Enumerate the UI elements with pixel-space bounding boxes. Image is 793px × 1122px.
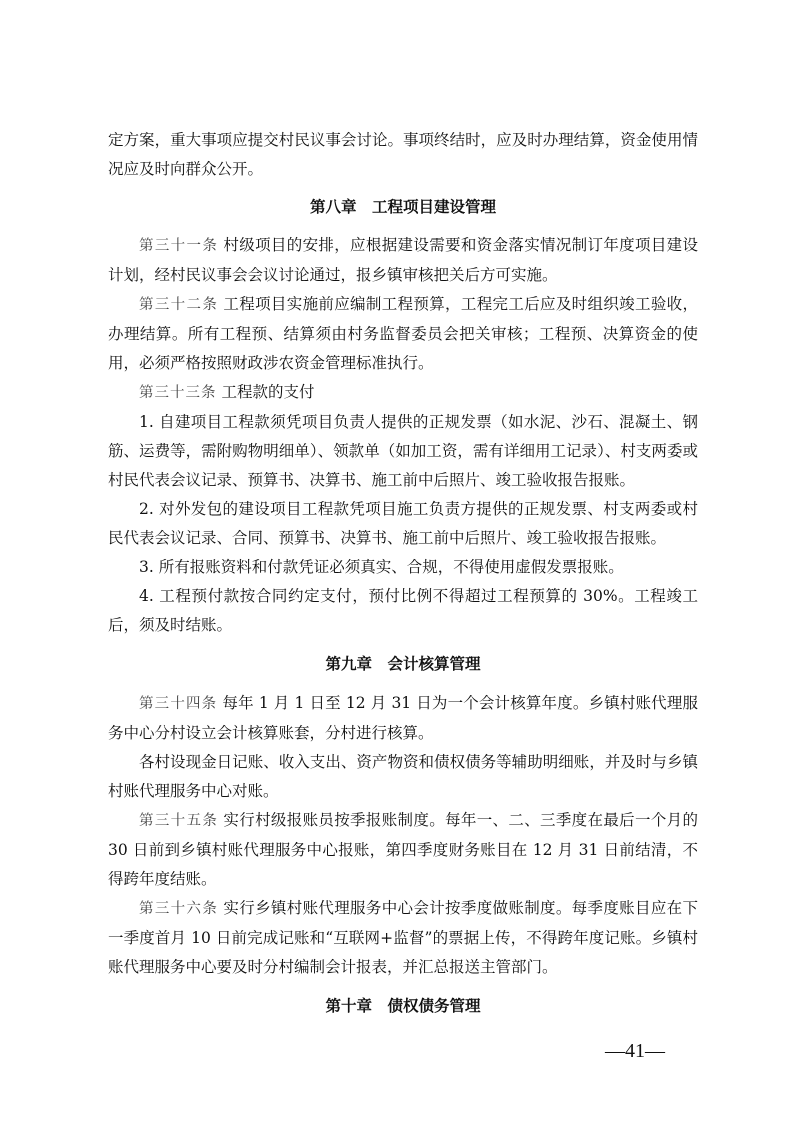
- page-number: —41—: [605, 1040, 665, 1062]
- article-number: 第三十六条: [139, 901, 219, 917]
- article-text: 每年 1 月 1 日至 12 月 31 日为一个会计核算年度。乡镇村账代理服务中心分村设立会计核算账套，分村进行核算。: [108, 694, 698, 742]
- paragraph: 定方案，重大事项应提交村民议事会讨论。事项终结时，应及时办理结算，资金使用情况应及时向群众公开。: [108, 131, 698, 178]
- paragraph: 3. 所有报账资料和付款凭证必须真实、合规，不得使用虚假发票报账。: [139, 558, 624, 576]
- chapter-heading: 第八章 工程项目建设管理: [309, 198, 496, 216]
- document-body: [108, 126, 698, 1021]
- article-number: 第三十一条: [139, 238, 219, 254]
- chapter-heading: 第十章 债权债务管理: [325, 997, 481, 1015]
- chapter-heading: 第九章 会计核算管理: [325, 655, 481, 673]
- article-paragraph: [108, 806, 698, 894]
- article-text: 实行乡镇村账代理服务中心会计按季度做账制度。每季度账目应在下一季度首月 10 日前完成记账和“互联网+监督”的票据上传，不得跨年度记账。乡镇村账代理服务中心要及时分村编制会计报表，并汇总报送主管部门。: [108, 899, 698, 976]
- paragraph: 4. 工程预付款按合同约定支付，预付比例不得超过工程预算的 30%。工程竣工后，须及时结账。: [108, 587, 698, 634]
- article-text: 实行村级报账员按季报账制度。每年一、二、三季度在最后一个月的 30 日前到乡镇村账代理服务中心报账，第四季度财务账目在 12 月 31 日前结清，不得跨年度结账。: [108, 811, 698, 888]
- paragraph: 各村设现金日记账、收入支出、资产物资和债权债务等辅助明细账，并及时与乡镇村账代理服务中心对账。: [108, 753, 698, 800]
- article-number: 第三十五条: [139, 813, 219, 829]
- article-number: 第三十三条: [139, 385, 217, 401]
- paragraph: 2. 对外发包的建设项目工程款凭项目施工负责方提供的正规发票、村支两委或村民代表会议记录、合同、预算书、决算书、施工前中后照片、竣工验收报告报账。: [108, 500, 698, 547]
- article-text: 村级项目的安排，应根据建设需要和资金落实情况制订年度项目建设计划，经村民议事会会议讨论通过，报乡镇审核把关后方可实施。: [108, 236, 698, 284]
- article-paragraph: [108, 290, 698, 378]
- article-paragraph: [108, 378, 698, 408]
- article-number: 第三十二条: [139, 297, 219, 313]
- article-paragraph: [108, 231, 698, 290]
- paragraph: 1. 自建项目工程款须凭项目负责人提供的正规发票（如水泥、沙石、混凝土、钢筋、运费等，需附购物明细单）、领款单（如加工资，需有详细用工记录）、村支两委或村民代表会议记录、预算书、决算书、施工前中后照片、竣工验收报告报账。: [108, 413, 698, 489]
- article-text: 工程项目实施前应编制工程预算，工程完工后应及时组织竣工验收，办理结算。所有工程预、结算须由村务监督委员会把关审核；工程预、决算资金的使用，必须严格按照财政涉农资金管理标准执行。: [108, 295, 698, 372]
- article-text: 工程款的支付: [221, 383, 315, 401]
- article-paragraph: [108, 894, 698, 982]
- article-number: 第三十四条: [139, 696, 218, 712]
- article-paragraph: [108, 689, 698, 748]
